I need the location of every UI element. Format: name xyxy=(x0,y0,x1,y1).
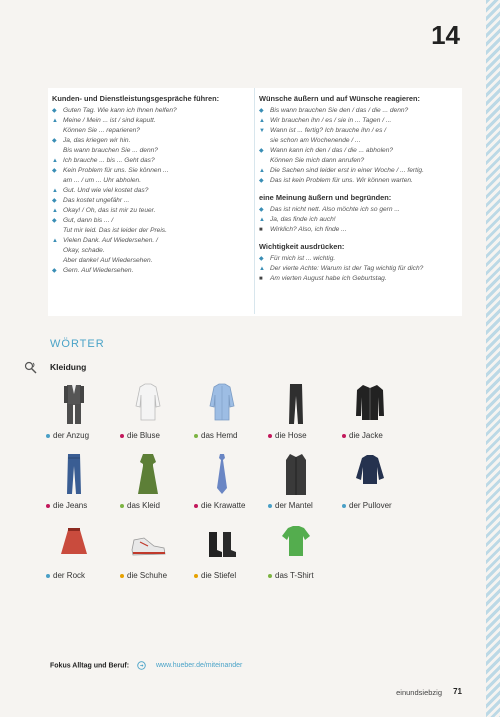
diamond-marker-icon: ◆ xyxy=(52,198,57,204)
marker-spacer xyxy=(52,226,63,236)
dialogue-text: Guten Tag. Wie kann ich Ihnen helfen? xyxy=(63,107,177,114)
clothing-item xyxy=(268,452,344,512)
dialogue-text: Gut, dann bis ... / xyxy=(63,217,114,224)
dialogue-line xyxy=(52,256,252,266)
diamond-marker-icon: ◆ xyxy=(52,138,57,144)
clothing-item xyxy=(342,452,418,512)
clothing-item xyxy=(120,452,196,512)
color-dot-icon xyxy=(342,504,346,508)
dialogue-line xyxy=(259,116,463,126)
marker-spacer xyxy=(259,156,270,166)
clothing-word: die Stiefel xyxy=(201,571,237,580)
dialogue-text: Aber danke! Auf Wiedersehen. xyxy=(63,257,153,264)
triangle-marker-icon: ▲ xyxy=(259,118,265,124)
dialogue-line xyxy=(52,116,252,126)
clothing-item xyxy=(268,382,344,442)
marker-spacer xyxy=(52,126,63,136)
phrases-left-column xyxy=(48,88,256,276)
clothing-word: das T-Shirt xyxy=(275,571,314,580)
clothing-item xyxy=(46,382,122,442)
page-number-word: einundsiebzig xyxy=(396,688,442,697)
dialogue-line xyxy=(52,146,252,156)
dialogue-line xyxy=(259,146,463,156)
color-dot-icon xyxy=(268,574,272,578)
dialogue-text: Meine / Mein ... ist / sind kaputt. xyxy=(63,117,156,124)
dialogue-line xyxy=(52,186,252,196)
dialogue-line xyxy=(259,264,463,274)
dialogue-text: Bis wann brauchen Sie ... denn? xyxy=(63,147,158,154)
suit-icon xyxy=(54,382,94,426)
triangle-marker-icon: ▲ xyxy=(52,118,58,124)
dialogue-line xyxy=(52,216,252,226)
color-dot-icon xyxy=(342,434,346,438)
section-title: Wichtigkeit ausdrücken: xyxy=(259,242,345,251)
dialogue-text: Vielen Dank. Auf Wiedersehen. / xyxy=(63,237,158,244)
dialogue-text: Für mich ist ... wichtig. xyxy=(270,255,336,262)
dialogue-text: Ja, das finde ich auch! xyxy=(270,216,336,223)
clothing-label xyxy=(268,571,314,580)
dialogue-text: Tut mir leid. Das ist leider der Preis. xyxy=(63,227,167,234)
marker-spacer xyxy=(259,136,270,146)
category-heading: Kleidung xyxy=(50,362,87,372)
clothing-item xyxy=(46,522,122,582)
color-dot-icon xyxy=(268,434,272,438)
clothing-item xyxy=(120,382,196,442)
dialogue-line xyxy=(259,126,463,136)
section-title: Kunden- und Dienstleistungsgespräche führen: xyxy=(52,94,220,103)
tie-icon xyxy=(202,452,242,496)
dialogue-text: Kein Problem für uns. Sie können ... xyxy=(63,167,169,174)
clothing-label xyxy=(268,431,307,440)
clothing-label xyxy=(120,431,160,440)
dialogue-text: am ... / um ... Uhr abholen. xyxy=(63,177,142,184)
dialogue-line xyxy=(259,225,463,235)
dialogue-text: Ich brauche ... bis ... Geht das? xyxy=(63,157,155,164)
clothing-word: die Krawatte xyxy=(201,501,246,510)
dialogue-text: Das ist nicht nett. Also möchte ich so gern ... xyxy=(270,206,400,213)
dialogue-text: Gern. Auf Wiedersehen. xyxy=(63,267,134,274)
diamond-marker-icon: ◆ xyxy=(52,168,57,174)
dialogue-lines xyxy=(259,254,463,284)
dialogue-line xyxy=(52,106,252,116)
clothing-item xyxy=(342,382,418,442)
clothing-item xyxy=(46,452,122,512)
dialogue-text: Okay! / Oh, das ist mir zu teuer. xyxy=(63,207,156,214)
clothing-word: das Hemd xyxy=(201,431,238,440)
marker-spacer xyxy=(52,246,63,256)
coat-icon xyxy=(276,452,316,496)
color-dot-icon xyxy=(120,574,124,578)
dialogue-line xyxy=(52,126,252,136)
diamond-marker-icon: ◆ xyxy=(52,218,57,224)
clothing-word: der Pullover xyxy=(349,501,392,510)
clothing-item xyxy=(194,452,270,512)
dialogue-line xyxy=(259,156,463,166)
dialogue-text: Ja, das kriegen wir hin. xyxy=(63,137,131,144)
dialogue-line xyxy=(52,206,252,216)
dialogue-text: Wann kann ich den / das / die ... abholen? xyxy=(270,147,394,154)
color-dot-icon xyxy=(194,434,198,438)
dialogue-line xyxy=(259,106,463,116)
dialogue-text: sie schon am Wochenende / ... xyxy=(270,137,361,144)
dialogue-line xyxy=(259,166,463,176)
color-dot-icon xyxy=(194,504,198,508)
dialogue-line xyxy=(52,236,252,246)
boots-icon xyxy=(202,522,242,566)
footer-label: Fokus Alltag und Beruf: xyxy=(50,662,130,670)
diamond-marker-icon: ◆ xyxy=(259,178,264,184)
triangle-marker-icon: ▲ xyxy=(259,266,265,272)
dialogue-lines xyxy=(259,205,463,235)
square-marker-icon: ■ xyxy=(259,227,263,233)
jeans-icon xyxy=(54,452,94,496)
footer-link[interactable]: www.hueber.de/miteinander xyxy=(155,662,243,670)
clothing-label xyxy=(194,571,236,580)
trousers-icon xyxy=(276,382,316,426)
clothing-label xyxy=(46,571,85,580)
diamond-marker-icon: ◆ xyxy=(52,108,57,114)
clothing-word: das Kleid xyxy=(127,501,160,510)
sweater-icon xyxy=(350,452,390,496)
clothing-item xyxy=(120,522,196,582)
diamond-marker-icon: ◆ xyxy=(52,268,57,274)
web-link-icon xyxy=(137,661,146,670)
dialogue-line xyxy=(52,196,252,206)
triangle-marker-icon: ▲ xyxy=(52,158,58,164)
section-title: Wünsche äußern und auf Wünsche reagieren: xyxy=(259,94,420,103)
dialogue-text: Das ist kein Problem für uns. Wir können warten. xyxy=(270,177,413,184)
dialogue-line xyxy=(52,156,252,166)
color-dot-icon xyxy=(120,504,124,508)
clothing-label xyxy=(342,431,383,440)
dialogue-line xyxy=(52,176,252,186)
dialogue-line xyxy=(259,274,463,284)
blouse-icon xyxy=(128,382,168,426)
skirt-icon xyxy=(54,522,94,566)
dress-icon xyxy=(128,452,168,496)
clothing-label xyxy=(194,501,245,510)
dialogue-text: Können Sie ... reparieren? xyxy=(63,127,140,134)
color-dot-icon xyxy=(268,504,272,508)
dialogue-text: Können Sie mich dann anrufen? xyxy=(270,157,365,164)
clothing-label xyxy=(342,501,392,510)
audio-icon[interactable] xyxy=(24,361,38,375)
color-dot-icon xyxy=(46,504,50,508)
page-number: 71 xyxy=(453,687,462,696)
clothing-word: der Anzug xyxy=(53,431,90,440)
marker-spacer xyxy=(52,176,63,186)
clothing-word: die Hose xyxy=(275,431,307,440)
dialogue-line xyxy=(259,136,463,146)
dialogue-text: Am vierten August habe ich Geburtstag. xyxy=(270,275,387,282)
dialogue-text: Das kostet ungefähr ... xyxy=(63,197,130,204)
phrases-right-column xyxy=(254,88,467,314)
down-marker-icon: ▼ xyxy=(259,128,265,134)
jacket-icon xyxy=(350,382,390,426)
diamond-marker-icon: ◆ xyxy=(259,256,264,262)
marker-spacer xyxy=(52,146,63,156)
section-title: eine Meinung äußern und begründen: xyxy=(259,193,392,202)
dialogue-line xyxy=(259,176,463,186)
color-dot-icon xyxy=(120,434,124,438)
clothing-item xyxy=(194,522,270,582)
dialogue-line xyxy=(52,136,252,146)
dialogue-lines xyxy=(52,106,252,276)
clothing-word: die Bluse xyxy=(127,431,160,440)
shirt-icon xyxy=(202,382,242,426)
color-dot-icon xyxy=(46,574,50,578)
dialogue-line xyxy=(52,266,252,276)
clothing-item xyxy=(268,522,344,582)
tshirt-icon xyxy=(276,522,316,566)
clothing-word: die Schuhe xyxy=(127,571,168,580)
triangle-marker-icon: ▲ xyxy=(259,168,265,174)
clothing-word: der Mantel xyxy=(275,501,313,510)
clothing-label xyxy=(46,431,89,440)
clothing-word: die Jeans xyxy=(53,501,88,510)
clothing-label xyxy=(120,571,167,580)
dialogue-text: Der vierte Achte: Warum ist der Tag wichtig für dich? xyxy=(270,265,424,272)
clothing-item xyxy=(194,382,270,442)
dialogue-line xyxy=(259,254,463,264)
triangle-marker-icon: ▲ xyxy=(52,188,58,194)
dialogue-lines xyxy=(259,106,463,186)
sneakers-icon xyxy=(128,522,168,566)
dialogue-text: Wann ist ... fertig? Ich brauche ihn / es / xyxy=(270,127,387,134)
triangle-marker-icon: ▲ xyxy=(52,208,58,214)
dialogue-line xyxy=(52,246,252,256)
footer xyxy=(50,661,242,670)
marker-spacer xyxy=(52,256,63,266)
dialogue-text: Bis wann brauchen Sie den / das / die ... denn? xyxy=(270,107,409,114)
dialogue-text: Gut. Und wie viel kostet das? xyxy=(63,187,149,194)
chapter-number: 14 xyxy=(431,20,460,50)
diamond-marker-icon: ◆ xyxy=(259,108,264,114)
color-dot-icon xyxy=(194,574,198,578)
phrases-box xyxy=(48,88,462,316)
clothing-word: die Jacke xyxy=(349,431,383,440)
clothing-label xyxy=(194,431,237,440)
dialogue-line xyxy=(259,205,463,215)
diamond-marker-icon: ◆ xyxy=(259,207,264,213)
square-marker-icon: ■ xyxy=(259,276,263,282)
dialogue-text: Okay, schade. xyxy=(63,247,105,254)
clothing-word: der Rock xyxy=(53,571,86,580)
dialogue-line xyxy=(52,226,252,236)
clothing-label xyxy=(120,501,160,510)
color-dot-icon xyxy=(46,434,50,438)
triangle-marker-icon: ▲ xyxy=(52,238,58,244)
diamond-marker-icon: ◆ xyxy=(259,148,264,154)
dialogue-line xyxy=(259,215,463,225)
clothing-label xyxy=(46,501,87,510)
dialogue-text: Wirklich? Also, ich finde ... xyxy=(270,226,347,233)
dialogue-text: Die Sachen sind leider erst in einer Woche / ... fertig. xyxy=(270,167,424,174)
dialogue-line xyxy=(52,166,252,176)
dialogue-text: Wir brauchen ihn / es / sie in ... Tagen / ... xyxy=(270,117,392,124)
clothing-label xyxy=(268,501,313,510)
decorative-stripe xyxy=(486,0,500,717)
woerter-heading: WÖRTER xyxy=(50,338,105,350)
triangle-marker-icon: ▲ xyxy=(259,217,265,223)
